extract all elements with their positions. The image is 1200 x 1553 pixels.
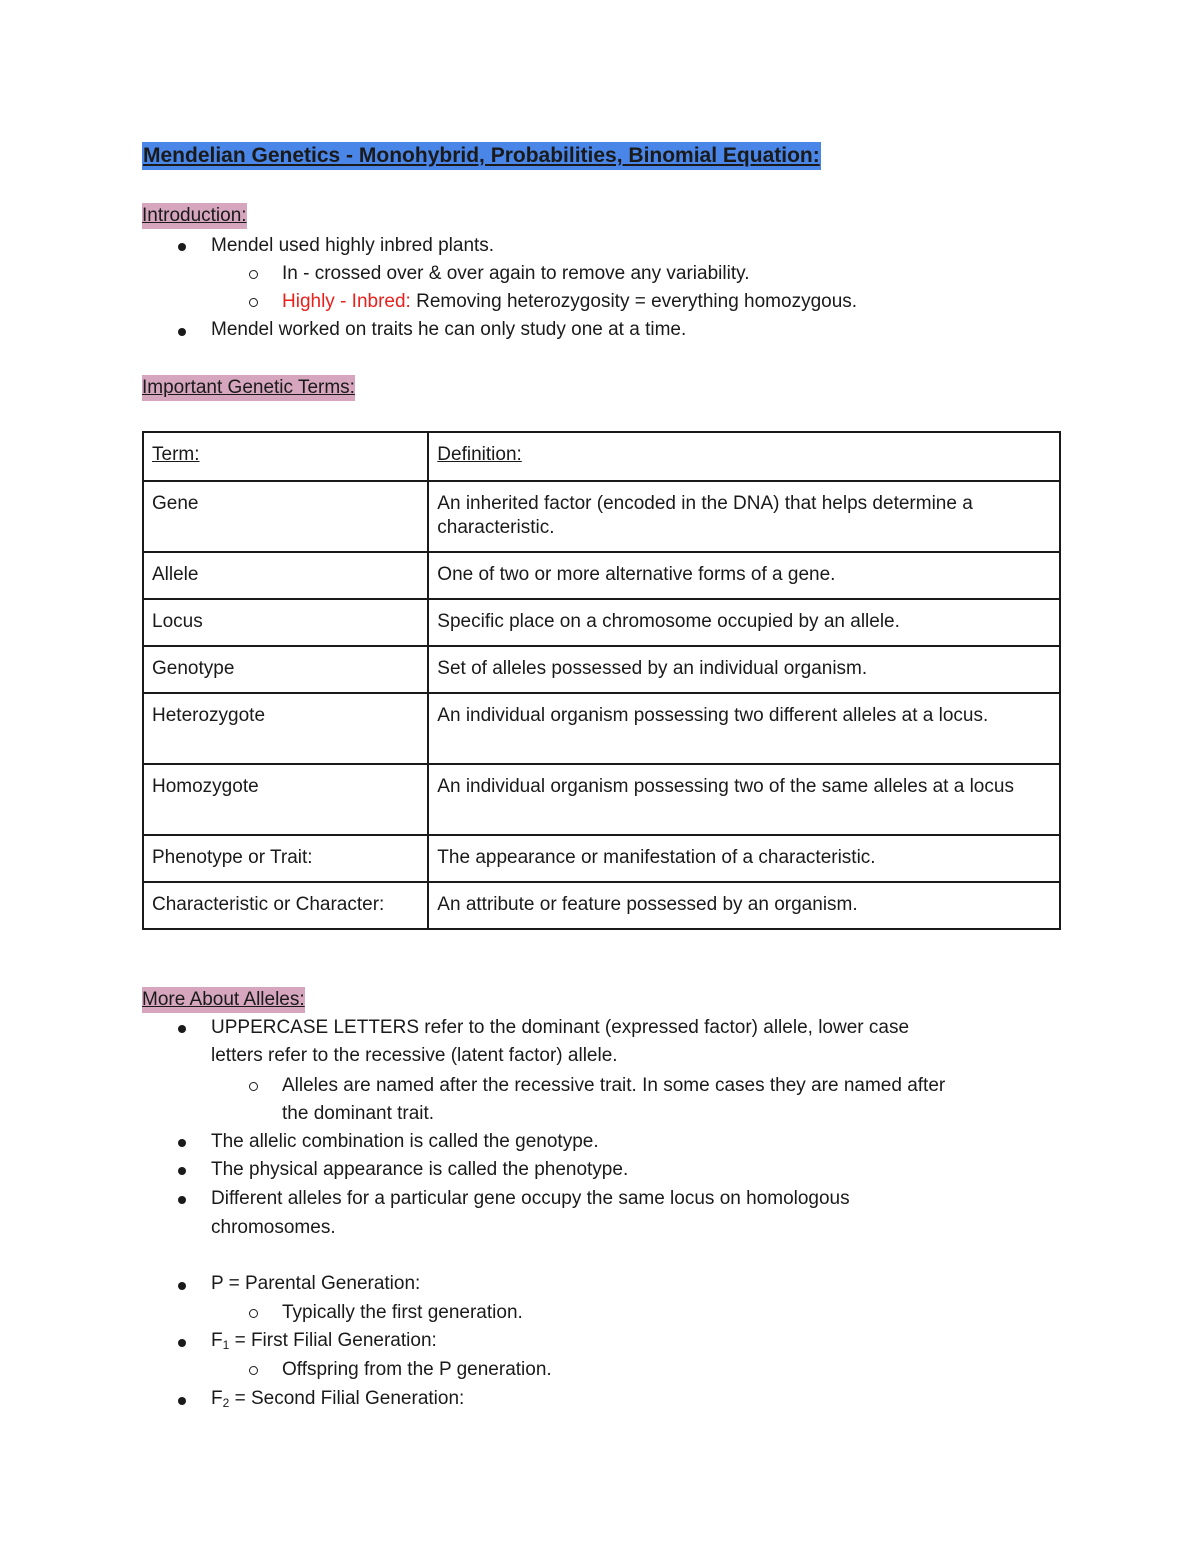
definition-cell: An inherited factor (encoded in the DNA) that helps determine a characteristic.	[428, 481, 1060, 552]
hollow-bullet-icon	[249, 298, 258, 307]
term-cell: Phenotype or Trait:	[143, 835, 428, 882]
hollow-bullet-icon	[249, 1309, 258, 1318]
bullet-icon	[178, 1167, 186, 1175]
generation-letter: F	[211, 1330, 223, 1351]
list-subitem-text: Removing heterozygosity = everything homozygous.	[410, 291, 858, 312]
generation-subscript: 2	[222, 1396, 230, 1410]
table-row	[143, 882, 1060, 929]
list-subitem: In - crossed over & over again to remove any variability.	[282, 263, 750, 284]
bullet-icon	[178, 1339, 186, 1347]
table-header-cell	[143, 432, 428, 481]
list-item-line: letters refer to the recessive (latent factor) allele.	[211, 1045, 618, 1066]
bullet-icon	[178, 1139, 186, 1147]
table-row	[143, 599, 1060, 646]
list-item: The allelic combination is called the genotype.	[211, 1131, 599, 1152]
list-item: The physical appearance is called the phenotype.	[211, 1159, 629, 1180]
header-term-label: Term:	[152, 444, 200, 465]
term-cell: Homozygote	[143, 764, 428, 835]
introduction-heading: Introduction:	[142, 203, 247, 229]
definition-cell: An attribute or feature possessed by an organism.	[428, 882, 1060, 929]
list-subitem-line: the dominant trait.	[282, 1103, 435, 1124]
hollow-bullet-icon	[249, 1082, 258, 1091]
term-cell: Locus	[143, 599, 428, 646]
header-definition-label: Definition:	[437, 444, 522, 465]
terms-table	[142, 431, 1061, 930]
definition-cell: One of two or more alternative forms of a gene.	[428, 552, 1060, 599]
definition-cell: Set of alleles possessed by an individual organism.	[428, 646, 1060, 693]
term-cell: Heterozygote	[143, 693, 428, 764]
bullet-icon	[178, 1196, 186, 1204]
definition-cell: Specific place on a chromosome occupied by an allele.	[428, 599, 1060, 646]
list-item-line: UPPERCASE LETTERS refer to the dominant (expressed factor) allele, lower case	[211, 1017, 910, 1038]
list-item-line: chromosomes.	[211, 1217, 336, 1238]
bullet-icon	[178, 1397, 186, 1405]
bullet-icon	[178, 1025, 186, 1033]
list-subitem	[282, 288, 857, 316]
generation-letter: F	[211, 1388, 223, 1409]
list-item: P = Parental Generation:	[211, 1273, 421, 1294]
generation-text: = First Filial Generation:	[229, 1330, 437, 1351]
table-row	[143, 646, 1060, 693]
list-item	[211, 1327, 437, 1355]
list-subitem: Offspring from the P generation.	[282, 1359, 552, 1380]
document-title: Mendelian Genetics - Monohybrid, Probabilities, Binomial Equation:	[142, 142, 821, 170]
generation-subscript: 1	[222, 1338, 230, 1352]
highlighted-term: Highly - Inbred:	[282, 291, 411, 312]
term-cell: Gene	[143, 481, 428, 552]
table-row	[143, 481, 1060, 552]
hollow-bullet-icon	[249, 1366, 258, 1375]
bullet-icon	[178, 243, 186, 251]
list-item-line: Different alleles for a particular gene occupy the same locus on homologous	[211, 1188, 850, 1209]
bullet-icon	[178, 328, 186, 336]
definition-cell: The appearance or manifestation of a characteristic.	[428, 835, 1060, 882]
list-item: Mendel used highly inbred plants.	[211, 235, 495, 256]
table-header-row	[143, 432, 1060, 481]
table-header-cell	[428, 432, 1060, 481]
bullet-icon	[178, 1282, 186, 1290]
definition-cell: An individual organism possessing two of the same alleles at a locus	[428, 764, 1060, 835]
list-subitem: Typically the first generation.	[282, 1302, 523, 1323]
list-item	[211, 1385, 464, 1413]
term-cell: Allele	[143, 552, 428, 599]
table-row	[143, 835, 1060, 882]
definition-cell: An individual organism possessing two different alleles at a locus.	[428, 693, 1060, 764]
hollow-bullet-icon	[249, 270, 258, 279]
table-row	[143, 552, 1060, 599]
term-cell: Genotype	[143, 646, 428, 693]
alleles-heading: More About Alleles:	[142, 987, 305, 1013]
table-row	[143, 693, 1060, 764]
table-row	[143, 764, 1060, 835]
generation-text: = Second Filial Generation:	[229, 1388, 465, 1409]
list-subitem-line: Alleles are named after the recessive trait. In some cases they are named after	[282, 1075, 946, 1096]
term-cell: Characteristic or Character:	[143, 882, 428, 929]
list-item: Mendel worked on traits he can only study one at a time.	[211, 319, 687, 340]
terms-heading: Important Genetic Terms:	[142, 375, 355, 401]
